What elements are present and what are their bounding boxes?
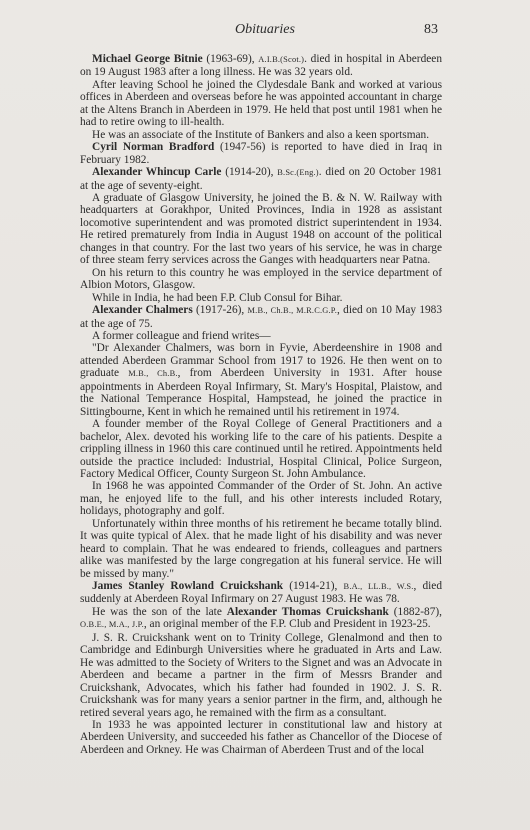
obituary-paragraph: Unfortunately within three months of his retirement he became totally blind. It was quite typical of Alex. that he made light of his disability and was never heard to complain. That he was endeared to friends, colleagues and partners alike was manifested by the large congregation at his funeral service. He will be missed by many.": [80, 517, 442, 580]
attendance-dates: (1882-87),: [388, 605, 442, 618]
obituary-bitnie-lead: [80, 53, 442, 79]
quote-text: "Dr Alexander Chalmers, was born in Fyvie, Aberdeenshire in 1908 and attended Aberdeen Grammar School from 1917 to 1926. He then went on to graduate: [80, 342, 442, 380]
qualification: B.Sc.(Eng.): [277, 168, 319, 178]
deceased-name: Alexander Whincup Carle: [92, 166, 222, 179]
obituary-paragraph: After leaving School he joined the Clydesdale Bank and worked at various offices in Aberdeen and overseas before he was appointed accountant in charge at the Altens Branch in Aberdeen in 1979. He held that post until 1981 when he had to retire owing to ill-health.: [80, 78, 442, 129]
qualification: A.I.B.(Scot.): [258, 55, 305, 64]
obituary-cruickshank-lead: [80, 580, 442, 606]
obituary-paragraph: J. S. R. Cruickshank went on to Trinity College, Glenalmond and then to Cambridge and Edinburgh Universities where he graduated in Arts and Law. He was admitted to the Society of Writers to the Signet and was an Advocate in Aberdeen and became a partner in the firm of Messrs Brander and Cruickshank, Advocates, which his father had founded in 1902. J. S. R. Cruickshank was for many years a senior partner in the firm, and, although he retired several years ago, he remained with the firm as a consultant.: [80, 631, 442, 719]
obituary-paragraph: A graduate of Glasgow University, he joined the B. & N. W. Railway with headquarters at Gorakhpor, United Provinces, India in 1928 as assistant locomotive superintendent and was promoted district superintendent in 1934. He retired prematurely from India in August 1948 on account of the political changes in that country. For the last two years of his service, he was in charge of three steam ferry services across the Ganges with headquarters near Patna.: [80, 191, 442, 267]
attendance-dates: (1917-26),: [192, 304, 248, 317]
obituary-notice: , died suddenly at Aberdeen Royal Infirmary on 27 August 1983. He was 78.: [80, 580, 443, 606]
obituary-notice: . died in hospital in Aberdeen on 19 August 1983 after a long illness. He was 32 years old.: [80, 53, 442, 79]
obituary-notice: . died on 20 October 1981 at the age of seventy-eight.: [80, 166, 442, 192]
paragraph-text: He was the son of the late: [92, 605, 227, 618]
obituary-paragraph: While in India, he had been F.P. Club Consul for Bihar.: [92, 291, 343, 304]
obituaries-text: [80, 53, 442, 756]
qualification: O.B.E., M.A., J.P.: [80, 620, 144, 630]
attendance-dates: (1914-20),: [221, 166, 278, 179]
page-header: [0, 22, 530, 42]
obituary-paragraph: [80, 606, 442, 632]
obituary-paragraph: A former colleague and friend writes—: [92, 329, 271, 342]
deceased-name: Michael George Bitnie: [92, 53, 203, 65]
obituary-paragraph: He was an associate of the Institute of Bankers and also a keen sportsman.: [92, 128, 430, 141]
obituary-chalmers-lead: [80, 304, 442, 330]
paragraph-text: , an original member of the F.P. Club and President in 1923-25.: [143, 618, 431, 631]
qualification: M.B., Ch.B.: [128, 369, 178, 379]
obituary-paragraph: In 1968 he was appointed Commander of the Order of St. John. An active man, he enjoyed life to the full, and his other interests included Rotary, holidays, photography and golf.: [80, 480, 442, 518]
obituary-carle-lead: [80, 166, 442, 192]
deceased-name: Alexander Chalmers: [92, 304, 193, 317]
obituary-paragraph: On his return to this country he was employed in the service department of Albion Motors, Glasgow.: [80, 266, 442, 292]
obituary-paragraph: A founder member of the Royal College of General Practitioners and a bachelor, Alex. devoted his working life to the care of his patients. Despite a crippling illness in 1960 this care continued until he retired. Appointments held outside the practice included: Industrial, Hospital Clinical, Police Surgeon, Factory Medical Officer, County Surgeon St. John Ambulance.: [80, 418, 442, 480]
quote-text: , from Aberdeen University in 1931. After house appointments in Aberdeen Royal Infirmary, St. Mary's Hospital, Plaistow, and the National Temperance Hospital, Hampstead, he joined the practice in Sittingbourne, Kent in which he remained until his retirement in 1974.: [80, 367, 443, 418]
obituary-paragraph: In 1933 he was appointed lecturer in constitutional law and history at Aberdeen University, and succeeded his father as Chancellor of the Diocese of Aberdeen and Orkney. He was Chairman of Aberdeen Trust and of the local: [80, 719, 442, 756]
deceased-name: James Stanley Rowland Cruickshank: [92, 580, 284, 593]
qualification: B.A., LL.B., W.S.: [343, 582, 414, 592]
attendance-dates: (1963-69),: [202, 53, 259, 65]
attendance-dates: (1914-21),: [283, 580, 344, 593]
deceased-name: Cyril Norman Bradford: [92, 141, 215, 154]
obituary-notice: , died on 10 May 1983 at the age of 75.: [80, 304, 443, 330]
father-name: Alexander Thomas Cruickshank: [226, 605, 389, 618]
obituary-paragraph: [80, 342, 442, 418]
page-number: 83: [424, 22, 438, 37]
running-title: Obituaries: [235, 22, 295, 37]
obituary-bradford-lead: [80, 141, 442, 166]
obituary-notice: (1947-56) is reported to have died in Iraq in February 1982.: [80, 141, 442, 166]
qualification: M.B., Ch.B., M.R.C.G.P.: [247, 306, 338, 316]
